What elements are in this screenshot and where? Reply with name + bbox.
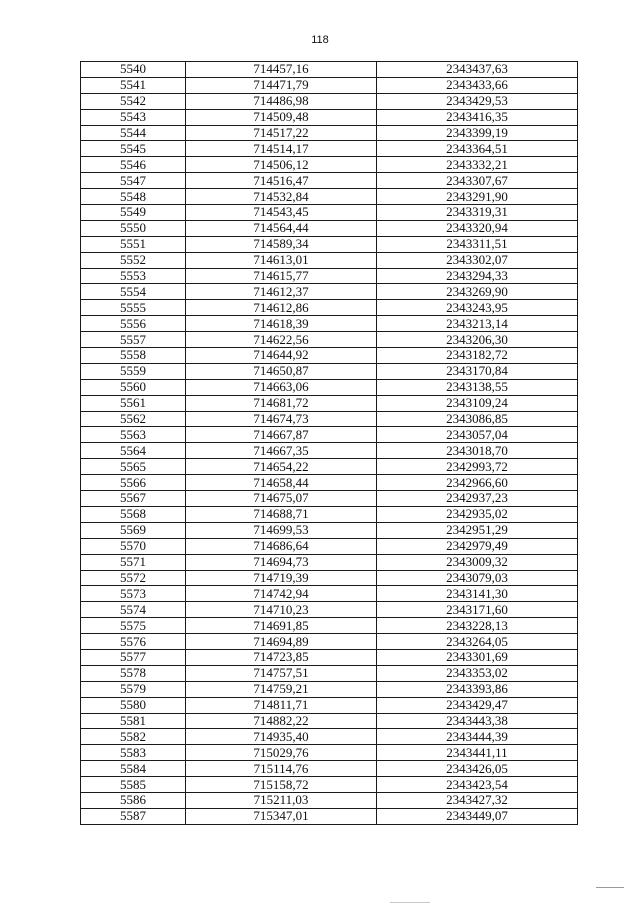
x-coordinate-cell: 714710,23	[186, 602, 377, 618]
point-number-cell: 5563	[81, 427, 186, 443]
x-coordinate-cell: 714699,53	[186, 522, 377, 538]
point-number-cell: 5572	[81, 570, 186, 586]
point-number-cell: 5577	[81, 649, 186, 665]
x-coordinate-cell: 714654,22	[186, 459, 377, 475]
table-row	[81, 522, 578, 538]
x-coordinate-cell: 714694,73	[186, 554, 377, 570]
y-coordinate-cell: 2343182,72	[377, 348, 578, 364]
x-coordinate-cell: 714622,56	[186, 332, 377, 348]
table-row	[81, 411, 578, 427]
point-number-cell: 5551	[81, 236, 186, 252]
x-coordinate-cell: 714719,39	[186, 570, 377, 586]
y-coordinate-cell: 2343429,47	[377, 697, 578, 713]
point-number-cell: 5574	[81, 602, 186, 618]
x-coordinate-cell: 714663,06	[186, 379, 377, 395]
table-row	[81, 62, 578, 78]
x-coordinate-cell: 714882,22	[186, 713, 377, 729]
y-coordinate-cell: 2343301,69	[377, 649, 578, 665]
table-row	[81, 77, 578, 93]
x-coordinate-cell: 714612,37	[186, 284, 377, 300]
x-coordinate-cell: 715029,76	[186, 745, 377, 761]
table-row	[81, 554, 578, 570]
point-number-cell: 5553	[81, 268, 186, 284]
y-coordinate-cell: 2343427,32	[377, 792, 578, 808]
x-coordinate-cell: 714658,44	[186, 475, 377, 491]
y-coordinate-cell: 2343009,32	[377, 554, 578, 570]
table-row	[81, 570, 578, 586]
x-coordinate-cell: 714618,39	[186, 316, 377, 332]
point-number-cell: 5566	[81, 475, 186, 491]
x-coordinate-cell: 714516,47	[186, 173, 377, 189]
point-number-cell: 5564	[81, 443, 186, 459]
y-coordinate-cell: 2342951,29	[377, 522, 578, 538]
y-coordinate-cell: 2343291,90	[377, 189, 578, 205]
x-coordinate-cell: 714811,71	[186, 697, 377, 713]
table-row	[81, 93, 578, 109]
table-row	[81, 602, 578, 618]
point-number-cell: 5540	[81, 62, 186, 78]
x-coordinate-cell: 714757,51	[186, 665, 377, 681]
y-coordinate-cell: 2343057,04	[377, 427, 578, 443]
x-coordinate-cell: 714514,17	[186, 141, 377, 157]
point-number-cell: 5567	[81, 491, 186, 507]
point-number-cell: 5558	[81, 348, 186, 364]
table-row	[81, 586, 578, 602]
y-coordinate-cell: 2343416,35	[377, 109, 578, 125]
table-row	[81, 761, 578, 777]
y-coordinate-cell: 2343429,53	[377, 93, 578, 109]
y-coordinate-cell: 2343364,51	[377, 141, 578, 157]
x-coordinate-cell: 714644,92	[186, 348, 377, 364]
x-coordinate-cell: 715114,76	[186, 761, 377, 777]
point-number-cell: 5562	[81, 411, 186, 427]
x-coordinate-cell: 715158,72	[186, 777, 377, 793]
scan-artifact	[390, 902, 430, 903]
x-coordinate-cell: 714564,44	[186, 220, 377, 236]
point-number-cell: 5557	[81, 332, 186, 348]
point-number-cell: 5578	[81, 665, 186, 681]
x-coordinate-cell: 714457,16	[186, 62, 377, 78]
x-coordinate-cell: 714471,79	[186, 77, 377, 93]
point-number-cell: 5581	[81, 713, 186, 729]
point-number-cell: 5545	[81, 141, 186, 157]
table-row	[81, 427, 578, 443]
y-coordinate-cell: 2343294,33	[377, 268, 578, 284]
x-coordinate-cell: 714615,77	[186, 268, 377, 284]
x-coordinate-cell: 714723,85	[186, 649, 377, 665]
x-coordinate-cell: 714686,64	[186, 538, 377, 554]
point-number-cell: 5541	[81, 77, 186, 93]
x-coordinate-cell: 714509,48	[186, 109, 377, 125]
x-coordinate-cell: 714613,01	[186, 252, 377, 268]
table-row	[81, 109, 578, 125]
y-coordinate-cell: 2343109,24	[377, 395, 578, 411]
y-coordinate-cell: 2343228,13	[377, 618, 578, 634]
y-coordinate-cell: 2343171,60	[377, 602, 578, 618]
point-number-cell: 5583	[81, 745, 186, 761]
table-row	[81, 157, 578, 173]
y-coordinate-cell: 2342966,60	[377, 475, 578, 491]
point-number-cell: 5586	[81, 792, 186, 808]
table-row	[81, 363, 578, 379]
scan-artifact	[596, 887, 624, 888]
table-row	[81, 300, 578, 316]
point-number-cell: 5587	[81, 808, 186, 824]
coordinates-table	[80, 61, 578, 825]
table-row	[81, 729, 578, 745]
table-row	[81, 205, 578, 221]
x-coordinate-cell: 714694,89	[186, 634, 377, 650]
x-coordinate-cell: 714517,22	[186, 125, 377, 141]
x-coordinate-cell: 714667,87	[186, 427, 377, 443]
table-row	[81, 316, 578, 332]
x-coordinate-cell: 714486,98	[186, 93, 377, 109]
table-row	[81, 808, 578, 824]
point-number-cell: 5556	[81, 316, 186, 332]
table-row	[81, 681, 578, 697]
page-number: 118	[311, 34, 329, 46]
table-row	[81, 538, 578, 554]
table-row	[81, 236, 578, 252]
table-row	[81, 268, 578, 284]
y-coordinate-cell: 2343443,38	[377, 713, 578, 729]
table-row	[81, 634, 578, 650]
point-number-cell: 5565	[81, 459, 186, 475]
y-coordinate-cell: 2343320,94	[377, 220, 578, 236]
x-coordinate-cell: 714532,84	[186, 189, 377, 205]
table-row	[81, 284, 578, 300]
table-row	[81, 506, 578, 522]
x-coordinate-cell: 714742,94	[186, 586, 377, 602]
point-number-cell: 5554	[81, 284, 186, 300]
y-coordinate-cell: 2342979,49	[377, 538, 578, 554]
table-row	[81, 443, 578, 459]
table-row	[81, 649, 578, 665]
y-coordinate-cell: 2343302,07	[377, 252, 578, 268]
y-coordinate-cell: 2343264,05	[377, 634, 578, 650]
y-coordinate-cell: 2343141,30	[377, 586, 578, 602]
table-row	[81, 777, 578, 793]
point-number-cell: 5585	[81, 777, 186, 793]
x-coordinate-cell: 714506,12	[186, 157, 377, 173]
y-coordinate-cell: 2343444,39	[377, 729, 578, 745]
table-row	[81, 792, 578, 808]
point-number-cell: 5559	[81, 363, 186, 379]
table-row	[81, 665, 578, 681]
y-coordinate-cell: 2343269,90	[377, 284, 578, 300]
point-number-cell: 5552	[81, 252, 186, 268]
point-number-cell: 5579	[81, 681, 186, 697]
table-row	[81, 220, 578, 236]
table-row	[81, 125, 578, 141]
y-coordinate-cell: 2343449,07	[377, 808, 578, 824]
x-coordinate-cell: 714681,72	[186, 395, 377, 411]
point-number-cell: 5569	[81, 522, 186, 538]
point-number-cell: 5571	[81, 554, 186, 570]
y-coordinate-cell: 2343206,30	[377, 332, 578, 348]
point-number-cell: 5549	[81, 205, 186, 221]
y-coordinate-cell: 2343086,85	[377, 411, 578, 427]
y-coordinate-cell: 2343433,66	[377, 77, 578, 93]
table-row	[81, 252, 578, 268]
y-coordinate-cell: 2343243,95	[377, 300, 578, 316]
point-number-cell: 5584	[81, 761, 186, 777]
point-number-cell: 5582	[81, 729, 186, 745]
y-coordinate-cell: 2343353,02	[377, 665, 578, 681]
table-row	[81, 745, 578, 761]
y-coordinate-cell: 2343441,11	[377, 745, 578, 761]
point-number-cell: 5546	[81, 157, 186, 173]
table-row	[81, 332, 578, 348]
table-row	[81, 348, 578, 364]
x-coordinate-cell: 714935,40	[186, 729, 377, 745]
table-row	[81, 395, 578, 411]
table-row	[81, 697, 578, 713]
table-row	[81, 713, 578, 729]
table-row	[81, 459, 578, 475]
point-number-cell: 5542	[81, 93, 186, 109]
x-coordinate-cell: 714543,45	[186, 205, 377, 221]
coordinates-table-body	[81, 62, 578, 825]
table-row	[81, 173, 578, 189]
x-coordinate-cell: 714674,73	[186, 411, 377, 427]
table-row	[81, 141, 578, 157]
y-coordinate-cell: 2343170,84	[377, 363, 578, 379]
x-coordinate-cell: 714688,71	[186, 506, 377, 522]
y-coordinate-cell: 2343393,86	[377, 681, 578, 697]
y-coordinate-cell: 2342935,02	[377, 506, 578, 522]
point-number-cell: 5576	[81, 634, 186, 650]
y-coordinate-cell: 2343423,54	[377, 777, 578, 793]
table-row	[81, 475, 578, 491]
point-number-cell: 5550	[81, 220, 186, 236]
x-coordinate-cell: 715347,01	[186, 808, 377, 824]
x-coordinate-cell: 714675,07	[186, 491, 377, 507]
point-number-cell: 5568	[81, 506, 186, 522]
table-row	[81, 618, 578, 634]
x-coordinate-cell: 714589,34	[186, 236, 377, 252]
point-number-cell: 5560	[81, 379, 186, 395]
y-coordinate-cell: 2343213,14	[377, 316, 578, 332]
y-coordinate-cell: 2343018,70	[377, 443, 578, 459]
point-number-cell: 5544	[81, 125, 186, 141]
table-row	[81, 491, 578, 507]
y-coordinate-cell: 2342937,23	[377, 491, 578, 507]
x-coordinate-cell: 714759,21	[186, 681, 377, 697]
y-coordinate-cell: 2343311,51	[377, 236, 578, 252]
y-coordinate-cell: 2343079,03	[377, 570, 578, 586]
x-coordinate-cell: 714650,87	[186, 363, 377, 379]
x-coordinate-cell: 715211,03	[186, 792, 377, 808]
y-coordinate-cell: 2342993,72	[377, 459, 578, 475]
y-coordinate-cell: 2343319,31	[377, 205, 578, 221]
point-number-cell: 5573	[81, 586, 186, 602]
x-coordinate-cell: 714691,85	[186, 618, 377, 634]
y-coordinate-cell: 2343138,55	[377, 379, 578, 395]
x-coordinate-cell: 714612,86	[186, 300, 377, 316]
point-number-cell: 5561	[81, 395, 186, 411]
point-number-cell: 5547	[81, 173, 186, 189]
point-number-cell: 5575	[81, 618, 186, 634]
y-coordinate-cell: 2343399,19	[377, 125, 578, 141]
table-row	[81, 189, 578, 205]
point-number-cell: 5580	[81, 697, 186, 713]
x-coordinate-cell: 714667,35	[186, 443, 377, 459]
point-number-cell: 5570	[81, 538, 186, 554]
y-coordinate-cell: 2343426,05	[377, 761, 578, 777]
y-coordinate-cell: 2343307,67	[377, 173, 578, 189]
table-row	[81, 379, 578, 395]
y-coordinate-cell: 2343437,63	[377, 62, 578, 78]
point-number-cell: 5548	[81, 189, 186, 205]
y-coordinate-cell: 2343332,21	[377, 157, 578, 173]
point-number-cell: 5555	[81, 300, 186, 316]
point-number-cell: 5543	[81, 109, 186, 125]
